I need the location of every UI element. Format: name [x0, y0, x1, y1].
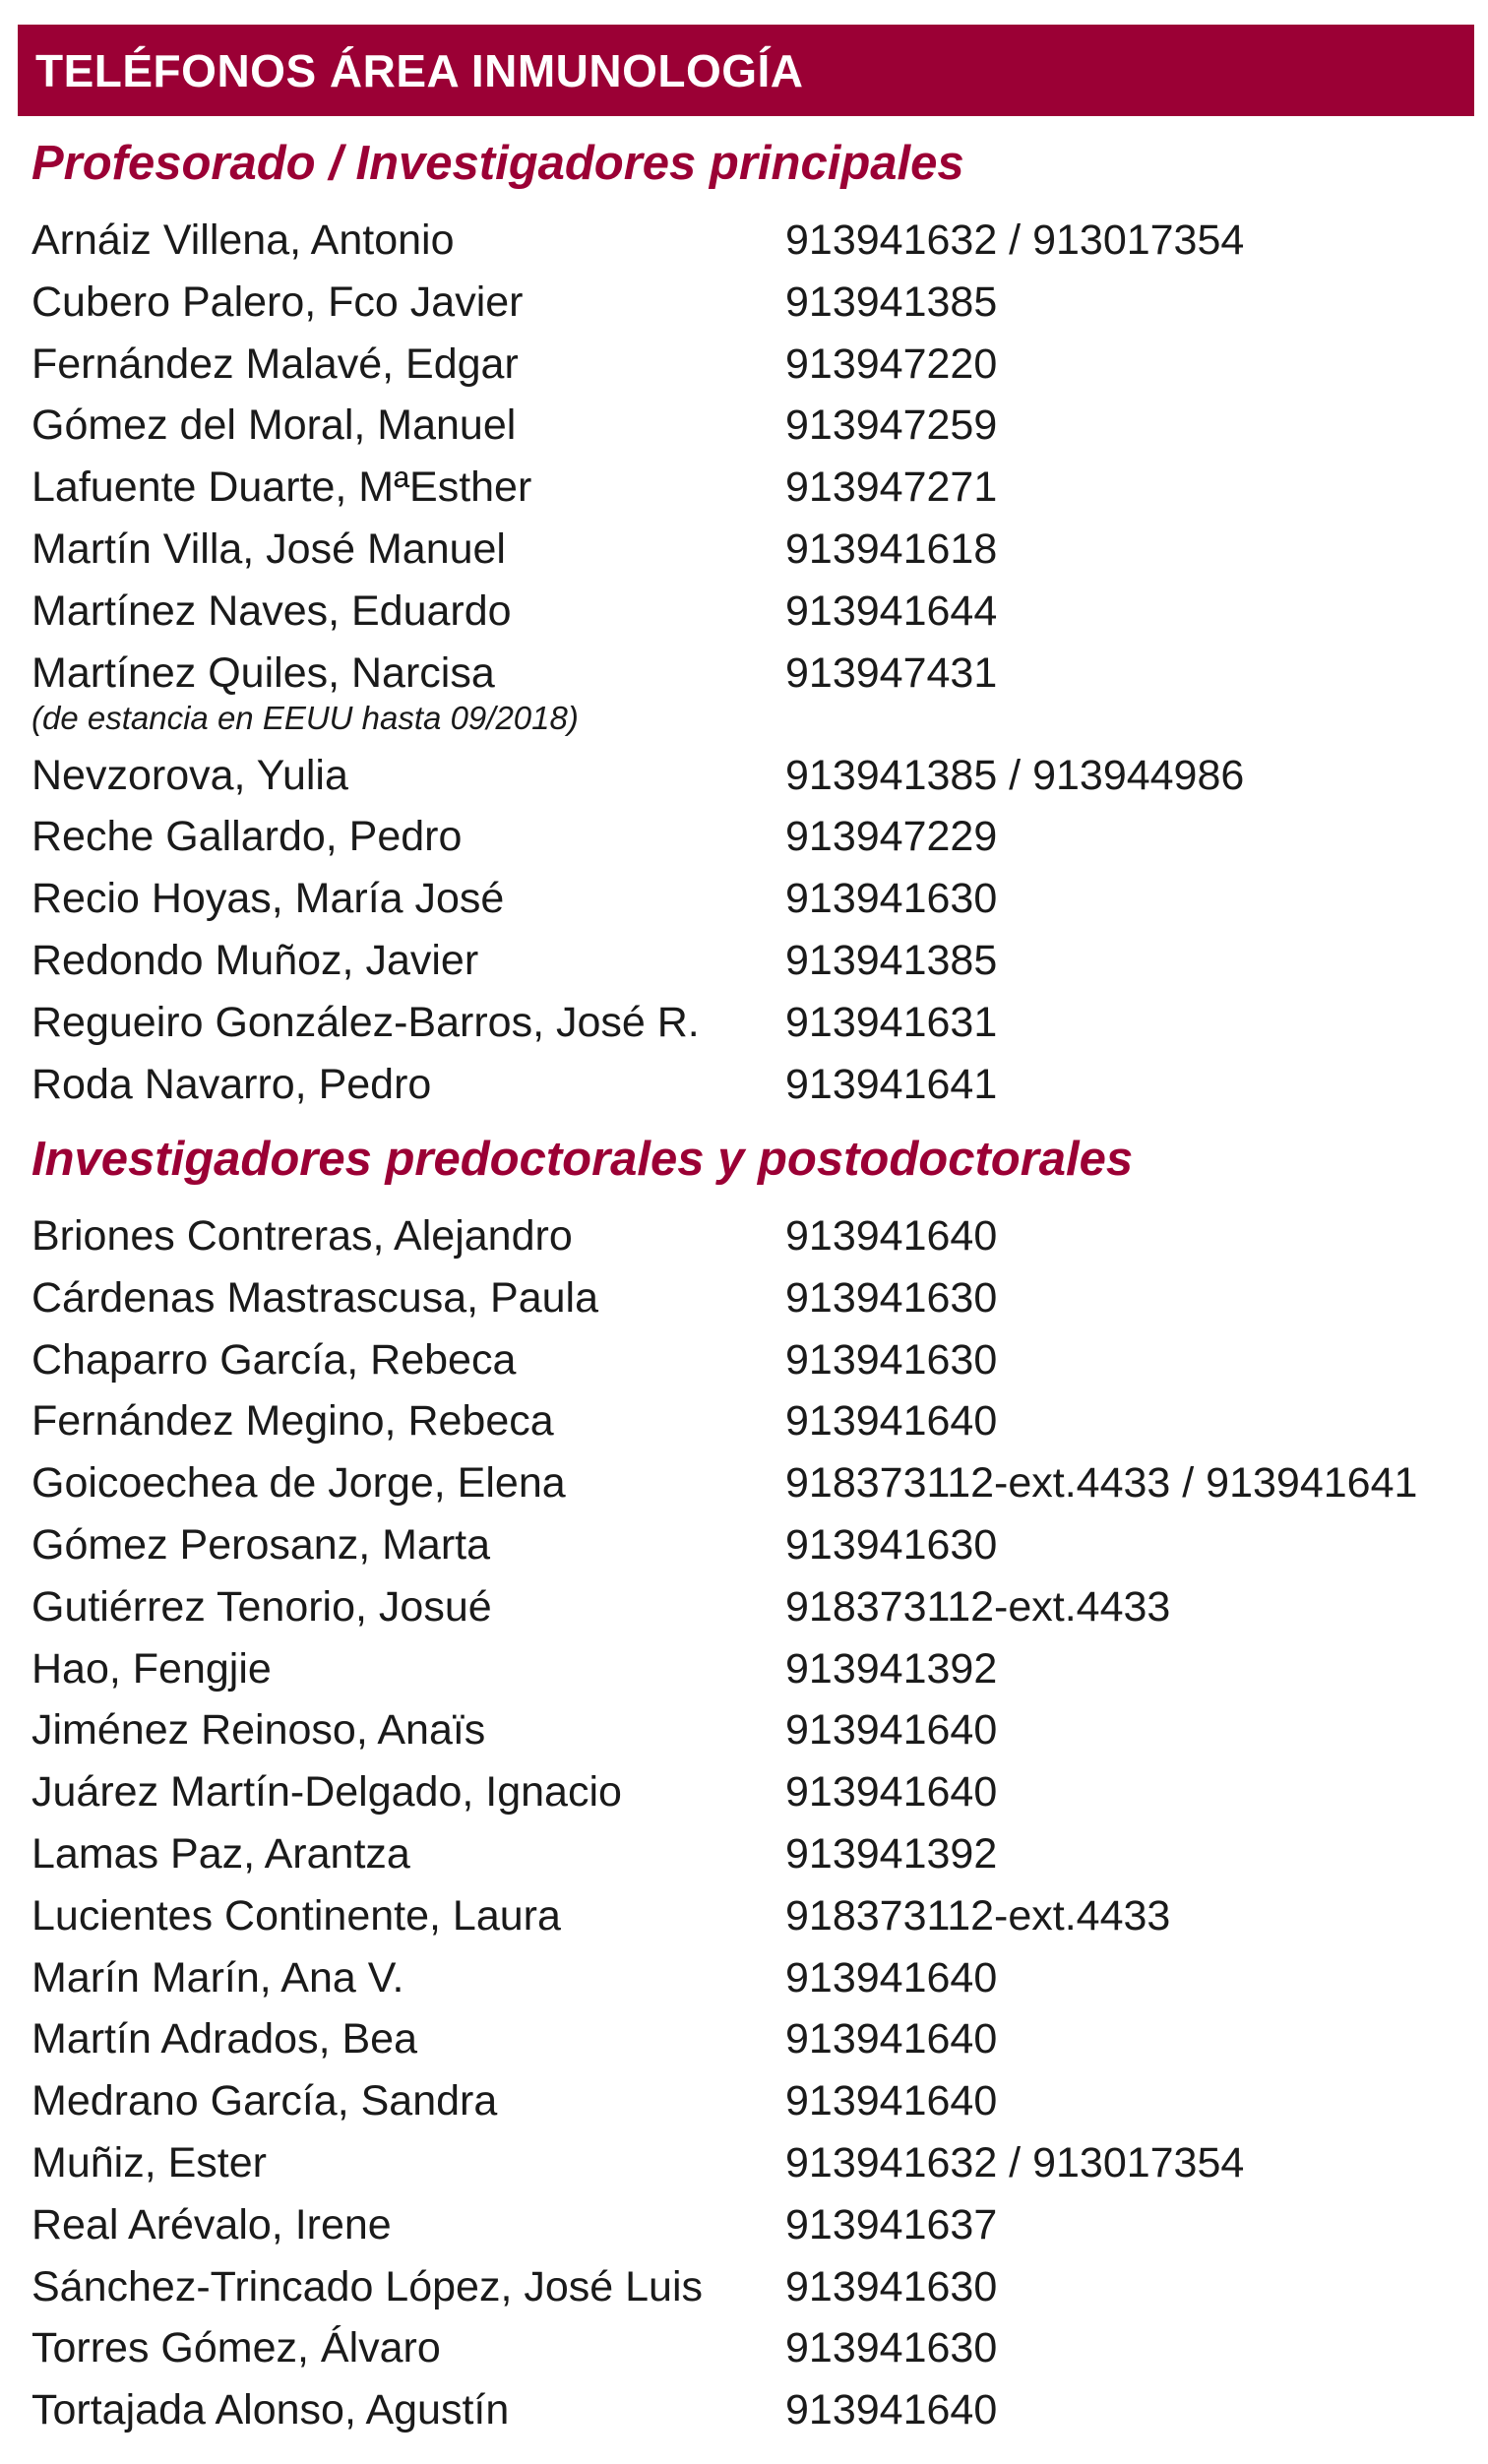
contact-row — [31, 277, 1478, 339]
contact-phone: 913947431 — [785, 648, 998, 697]
contact-row — [31, 2013, 1478, 2075]
contact-name: Arnáiz Villena, Antonio — [31, 216, 455, 264]
contact-row — [31, 2137, 1478, 2199]
contact-name: Muñiz, Ester — [31, 2138, 267, 2187]
contact-phone: 913941632 / 913017354 — [785, 2138, 1245, 2187]
contact-name: Hao, Fengjie — [31, 1644, 272, 1693]
contact-phone: 913947220 — [785, 339, 998, 388]
contact-phone: 913941630 — [785, 2324, 998, 2372]
contact-row — [31, 1457, 1478, 1519]
contact-row — [31, 2322, 1478, 2384]
contact-row — [31, 400, 1478, 462]
researchers-list — [31, 1210, 1478, 2446]
contact-row — [31, 2075, 1478, 2137]
contact-row — [31, 1334, 1478, 1396]
contact-name: Real Arévalo, Irene — [31, 2200, 392, 2248]
contact-name: Nevzorova, Yulia — [31, 751, 348, 799]
contact-row — [31, 1059, 1478, 1121]
contact-name: Briones Contreras, Alejandro — [31, 1212, 573, 1260]
contact-name: Goicoechea de Jorge, Elena — [31, 1459, 566, 1508]
contact-row — [31, 1272, 1478, 1334]
page-title: TELÉFONOS ÁREA INMUNOLOGÍA — [35, 44, 804, 96]
contact-row — [31, 935, 1478, 997]
contact-row — [31, 339, 1478, 400]
contact-note: (de estancia en EEUU hasta 09/2018) — [31, 699, 579, 736]
contact-name: Martínez Quiles, Narcisa — [31, 648, 495, 697]
contact-phone: 918373112-ext.4433 / 913941641 — [785, 1459, 1418, 1508]
contact-phone: 913941630 — [785, 875, 998, 923]
contact-name: Martín Adrados, Bea — [31, 2015, 417, 2064]
contact-name: Marín Marín, Ana V. — [31, 1953, 404, 2002]
contact-row — [31, 1704, 1478, 1766]
contact-phone: 913941640 — [785, 1397, 998, 1446]
contact-phone: 913941385 — [785, 277, 998, 326]
contact-name: Gómez del Moral, Manuel — [31, 401, 517, 450]
contact-name: Cárdenas Mastrascusa, Paula — [31, 1273, 599, 1322]
contact-name: Chaparro García, Rebeca — [31, 1335, 517, 1384]
contact-phone: 913941631 — [785, 998, 998, 1046]
contact-phone: 913941630 — [785, 1520, 998, 1569]
contact-name: Juárez Martín-Delgado, Ignacio — [31, 1768, 622, 1817]
contact-phone: 913941630 — [785, 1273, 998, 1322]
contact-name: Torres Gómez, Álvaro — [31, 2324, 441, 2372]
contact-row — [31, 873, 1478, 935]
contact-row — [31, 997, 1478, 1059]
contact-name: Sánchez-Trincado López, José Luis — [31, 2262, 704, 2310]
contact-row — [31, 1210, 1478, 1272]
contact-name: Tortajada Alonso, Agustín — [31, 2386, 510, 2434]
section-title-researchers: Investigadores predoctorales y postodoctorales — [31, 1133, 1134, 1186]
contact-name: Gutiérrez Tenorio, Josué — [31, 1582, 492, 1631]
contact-name: Recio Hoyas, María José — [31, 875, 505, 923]
contact-row — [31, 1581, 1478, 1643]
contact-phone: 913941640 — [785, 2077, 998, 2125]
contact-phone: 913941640 — [785, 1212, 998, 1260]
contact-name: Roda Navarro, Pedro — [31, 1060, 432, 1108]
contact-row — [31, 524, 1478, 585]
contact-phone: 913947229 — [785, 813, 998, 861]
contact-row — [31, 647, 1478, 750]
contact-name: Redondo Muñoz, Javier — [31, 936, 479, 984]
header-bar — [18, 25, 1474, 116]
contact-row — [31, 215, 1478, 277]
contact-name: Reche Gallardo, Pedro — [31, 813, 463, 861]
contact-phone: 913941644 — [785, 586, 998, 635]
contact-row — [31, 2384, 1478, 2446]
contact-phone: 913941640 — [785, 1953, 998, 2002]
contact-phone: 913941385 — [785, 936, 998, 984]
contact-row — [31, 1828, 1478, 1890]
contact-row — [31, 2199, 1478, 2261]
contact-row — [31, 1519, 1478, 1581]
contact-row — [31, 585, 1478, 647]
contact-name: Regueiro González-Barros, José R. — [31, 998, 700, 1046]
contact-row — [31, 1952, 1478, 2014]
contact-name: Martínez Naves, Eduardo — [31, 586, 512, 635]
contact-name: Lamas Paz, Arantza — [31, 1829, 410, 1878]
contact-row — [31, 2261, 1478, 2323]
contact-phone: 918373112-ext.4433 — [785, 1891, 1171, 1940]
contact-phone: 913941640 — [785, 1768, 998, 1817]
contact-name: Cubero Palero, Fco Javier — [31, 277, 524, 326]
contact-phone: 913941637 — [785, 2200, 998, 2248]
contact-phone: 913941385 / 913944986 — [785, 751, 1245, 799]
contact-row — [31, 750, 1478, 812]
contact-row — [31, 462, 1478, 524]
contact-phone: 913941392 — [785, 1644, 998, 1693]
contact-phone: 913941641 — [785, 1060, 998, 1108]
contact-name: Lafuente Duarte, MªEsther — [31, 463, 532, 512]
contact-name: Lucientes Continente, Laura — [31, 1891, 561, 1940]
contact-name: Martín Villa, José Manuel — [31, 524, 506, 573]
contact-name: Medrano García, Sandra — [31, 2077, 498, 2125]
contact-row — [31, 1766, 1478, 1828]
contact-phone: 918373112-ext.4433 — [785, 1582, 1171, 1631]
contact-name: Jiménez Reinoso, Anaïs — [31, 1706, 486, 1755]
faculty-list — [31, 215, 1478, 1120]
contact-row — [31, 1643, 1478, 1705]
contact-phone: 913941640 — [785, 2015, 998, 2064]
contact-phone: 913941618 — [785, 524, 998, 573]
contact-phone: 913941640 — [785, 2386, 998, 2434]
contact-phone: 913947271 — [785, 463, 998, 512]
section-title-faculty: Profesorado / Investigadores principales — [31, 137, 964, 190]
contact-phone: 913941630 — [785, 1335, 998, 1384]
contact-name: Fernández Malavé, Edgar — [31, 339, 519, 388]
contact-row — [31, 1395, 1478, 1457]
contact-phone: 913941630 — [785, 2262, 998, 2310]
contact-phone: 913941632 / 913017354 — [785, 216, 1245, 264]
contact-row — [31, 1890, 1478, 1952]
contact-name: Gómez Perosanz, Marta — [31, 1520, 491, 1569]
contact-phone: 913941392 — [785, 1829, 998, 1878]
contact-phone: 913941640 — [785, 1706, 998, 1755]
contact-row — [31, 811, 1478, 873]
contact-name: Fernández Megino, Rebeca — [31, 1397, 554, 1446]
contact-phone: 913947259 — [785, 401, 998, 450]
